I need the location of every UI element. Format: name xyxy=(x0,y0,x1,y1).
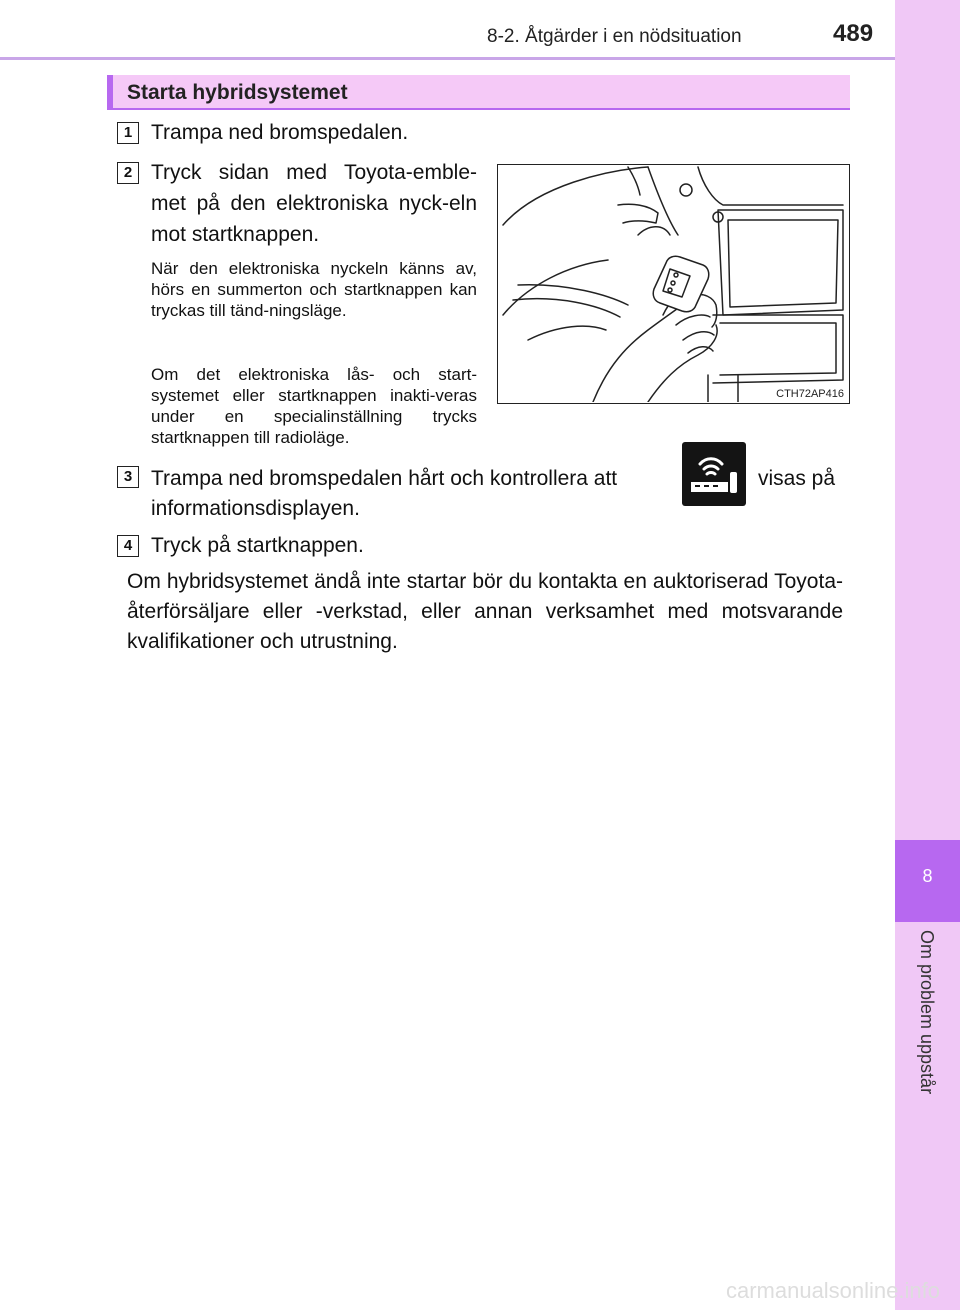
illustration-drawing xyxy=(498,165,848,402)
header-rule xyxy=(0,57,895,60)
step-2-note-1: När den elektroniska nyckeln känns av, hörs en summerton och startknappen kan tryckas till tänd-ningsläge. xyxy=(151,259,477,320)
watermark: carmanualsonline.info xyxy=(725,1278,940,1303)
chapter-side-strip xyxy=(895,0,960,1310)
step-1-number: 1 xyxy=(117,122,139,144)
steering-wheel-hand-key-illustration xyxy=(497,164,850,404)
step-3-text-line2: informationsdisplayen. xyxy=(151,497,360,520)
key-detected-icon xyxy=(682,442,746,506)
step-1-text: Trampa ned bromspedalen. xyxy=(151,121,409,144)
step-4-number: 4 xyxy=(117,535,139,557)
step-2-number: 2 xyxy=(117,162,139,184)
chapter-number: 8 xyxy=(922,866,933,886)
step-2-note-2: Om det elektroniska lås- och start-systemet eller startknappen inakti-veras under en specialinställning trycks startknappen till radioläge. xyxy=(151,365,477,447)
header-section-title: 8-2. Åtgärder i en nödsituation xyxy=(487,26,742,47)
closing-paragraph: Om hybridsystemet ändå inte startar bör du kontakta en auktoriserad Toyota-återförsäljare eller -verkstad, eller annan verksamhet med motsvarande kvalifikationer och utrustning. xyxy=(127,570,843,653)
step-2-text: Tryck sidan med Toyota-emble-met på den elektroniska nyck-eln mot startknappen. xyxy=(151,161,477,246)
step-4-text: Tryck på startknappen. xyxy=(151,534,364,557)
chapter-title: Om problem uppstår xyxy=(917,930,937,1095)
step-3-number: 3 xyxy=(117,466,139,488)
page-number: 489 xyxy=(833,20,874,47)
illustration-code: CTH72AP416 xyxy=(776,388,844,400)
section-title-bar xyxy=(107,75,850,110)
section-title: Starta hybridsystemet xyxy=(127,81,348,104)
step-3-text-before: Trampa ned bromspedalen hårt och kontrollera att xyxy=(151,467,618,490)
step-3-text-after: visas på xyxy=(758,467,836,490)
side-strip-upper xyxy=(895,0,960,840)
